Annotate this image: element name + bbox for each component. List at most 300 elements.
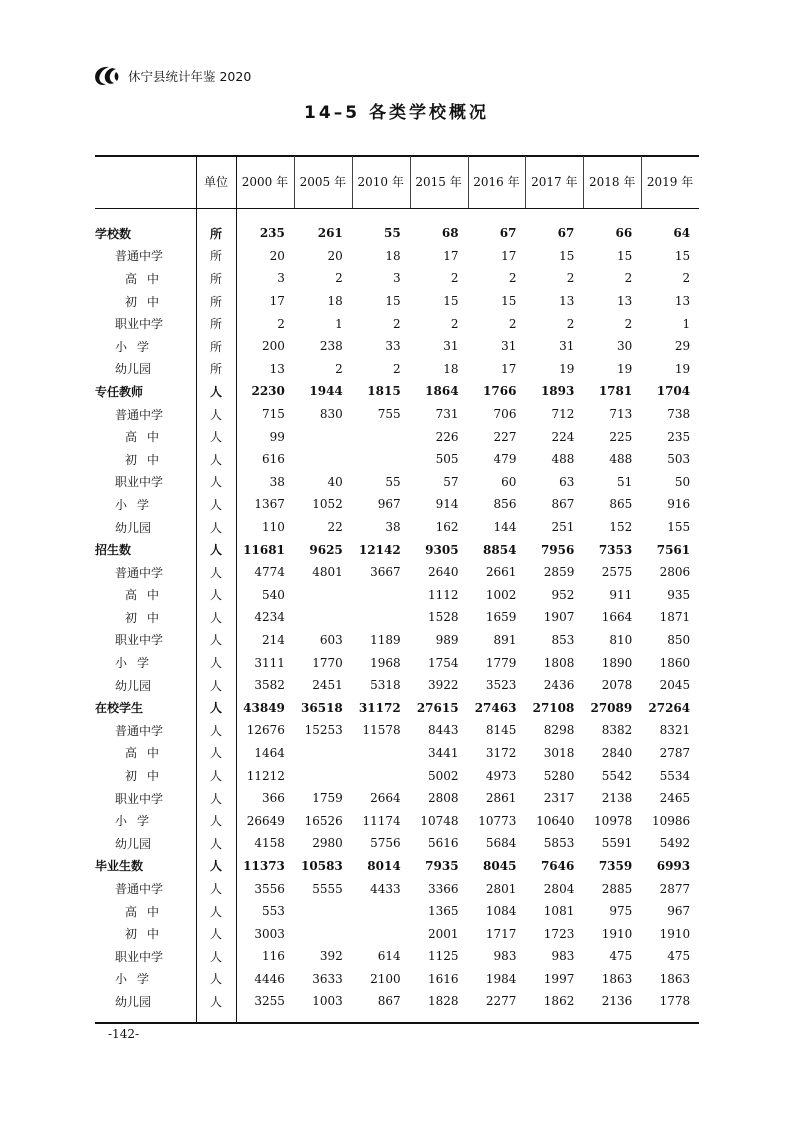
value-cell: 1704 [656,384,691,399]
value-cell: 1003 [312,994,343,1009]
value-cell: 540 [261,587,285,602]
value-cell: 1808 [543,655,575,670]
value-cell: 4973 [485,768,517,783]
value-cell: 2861 [485,791,517,806]
value-cell: 952 [551,587,575,602]
value-cell: 5002 [428,768,459,783]
table-row [95,809,699,832]
row-unit: 人 [209,746,222,761]
value-cell: 2001 [428,926,459,941]
value-cell: 27463 [474,700,517,715]
value-cell: 11174 [362,813,401,828]
value-cell: 475 [609,949,633,964]
value-cell: 6993 [656,858,691,873]
table-row [95,968,699,991]
row-unit: 人 [209,994,222,1009]
value-cell: 2 [624,316,633,331]
value-cell: 10773 [478,813,517,828]
table-row [95,448,699,471]
value-cell: 2877 [659,881,691,896]
value-cell: 1815 [367,384,401,399]
value-cell: 3255 [254,994,285,1009]
value-cell: 1997 [543,971,575,986]
row-unit: 所 [209,294,222,309]
table-row [95,312,699,335]
value-cell: 1002 [485,587,517,602]
value-cell: 2575 [601,565,633,580]
value-cell: 5542 [601,768,633,783]
value-cell [352,448,410,471]
row-unit: 所 [209,271,222,286]
row-label: 初中 [125,294,170,309]
row-unit: 人 [209,588,222,603]
value-cell: 2980 [312,836,343,851]
value-cell: 1828 [428,994,459,1009]
value-cell: 4801 [312,565,343,580]
value-cell: 3582 [254,678,285,693]
value-cell: 224 [551,429,575,444]
value-cell: 51 [616,474,633,489]
table-row [95,945,699,968]
value-cell: 11681 [243,542,285,557]
row-label: 学校数 [95,226,132,241]
table-row [95,267,699,290]
value-cell: 36518 [301,700,343,715]
value-cell: 15 [674,248,691,263]
value-cell: 17 [443,248,459,263]
value-cell: 19 [559,361,575,376]
value-cell: 11373 [243,858,285,873]
row-unit: 人 [209,814,222,829]
value-cell: 4774 [254,565,285,580]
value-cell: 755 [377,407,401,422]
value-cell: 850 [667,632,691,647]
value-cell: 152 [609,520,633,535]
value-cell: 1778 [659,994,691,1009]
value-cell: 64 [673,226,691,241]
value-cell [352,584,410,607]
table-row [95,493,699,516]
row-label: 初中 [125,769,170,784]
value-cell: 479 [493,452,517,467]
value-cell: 488 [551,452,575,467]
value-cell: 1871 [659,610,691,625]
page-header [92,64,251,88]
row-label: 高中 [125,588,170,603]
row-label: 职业中学 [115,317,164,332]
row-label: 小学 [115,339,160,354]
value-cell: 10978 [594,813,633,828]
value-cell: 57 [443,474,459,489]
value-cell: 2 [393,316,401,331]
value-cell: 911 [609,587,633,602]
value-cell: 8298 [543,723,575,738]
table-bottom-rule [95,1022,699,1024]
row-unit: 所 [209,339,222,354]
value-cell: 614 [377,949,401,964]
school-statistics-table [95,222,699,1013]
value-cell: 13 [674,294,691,309]
value-cell: 3 [393,271,401,286]
row-unit: 人 [209,701,222,716]
value-cell: 1112 [428,587,459,602]
value-cell: 11578 [362,723,401,738]
value-cell: 155 [667,520,691,535]
row-label: 职业中学 [115,475,164,490]
value-cell [294,448,352,471]
value-cell: 7646 [540,858,575,873]
value-cell: 856 [493,497,517,512]
value-cell: 8045 [483,858,517,873]
column-header-year: 2017 年 [531,175,578,189]
column-header-year: 2019 年 [646,175,694,189]
value-cell [294,764,352,787]
value-cell: 43849 [243,700,285,715]
value-cell: 55 [383,226,401,241]
value-cell: 11212 [246,768,285,783]
row-unit: 人 [209,949,222,964]
value-cell: 983 [551,949,575,964]
row-unit: 人 [209,882,222,897]
row-label: 普通中学 [115,565,164,580]
row-label: 职业中学 [115,949,164,964]
value-cell: 30 [616,339,633,354]
row-unit: 人 [209,520,222,535]
value-cell: 3172 [485,745,517,760]
value-cell: 5591 [601,836,633,851]
value-cell: 3633 [312,971,343,986]
value-cell: 12142 [358,542,401,557]
row-unit: 所 [209,317,222,332]
value-cell: 2808 [428,791,459,806]
value-cell: 67 [499,226,517,241]
value-cell: 200 [261,339,285,354]
value-cell: 13 [559,294,575,309]
value-cell: 3556 [254,881,285,896]
value-cell: 15253 [304,723,343,738]
value-cell: 2100 [370,971,401,986]
header-separator-rule [95,208,699,209]
value-cell: 12676 [246,723,285,738]
value-cell: 15 [501,294,517,309]
row-label: 普通中学 [115,723,164,738]
row-unit: 人 [209,430,222,445]
table-row [95,832,699,855]
book-title: 休宁县统计年鉴 2020 [128,69,252,84]
value-cell: 983 [493,949,517,964]
value-cell: 5280 [543,768,575,783]
row-label: 幼儿园 [115,994,152,1009]
value-cell: 1770 [312,655,343,670]
value-cell: 60 [501,474,517,489]
value-cell: 33 [385,339,401,354]
row-label: 招生数 [95,543,132,558]
row-label: 普通中学 [115,882,164,897]
value-cell: 5853 [543,836,575,851]
value-cell: 914 [435,497,459,512]
value-cell: 226 [435,429,459,444]
row-label: 高中 [125,430,170,445]
value-cell: 1759 [312,791,343,806]
yearbook-logo-icon [92,65,122,87]
value-cell [294,425,352,448]
row-label: 高中 [125,904,170,919]
value-cell: 5616 [428,836,459,851]
row-label: 初中 [125,927,170,942]
table-row [95,922,699,945]
value-cell: 26649 [246,813,285,828]
table-row [95,471,699,494]
value-cell [352,922,410,945]
row-label: 高中 [125,746,170,761]
table-row [95,877,699,900]
value-cell: 2 [508,316,517,331]
value-cell: 4433 [370,881,401,896]
value-cell: 989 [435,632,459,647]
value-cell: 1910 [659,926,691,941]
table-title: 14–5 各类学校概况 [304,103,489,123]
value-cell: 2 [277,316,285,331]
value-cell: 1968 [370,655,401,670]
value-cell: 261 [317,226,343,241]
row-unit: 人 [209,972,222,987]
column-header-unit: 单位 [203,175,228,189]
value-cell: 1081 [543,904,575,919]
value-cell: 2 [566,316,575,331]
value-cell [294,900,352,923]
value-cell: 2 [566,271,575,286]
value-cell: 1893 [540,384,575,399]
value-cell: 1528 [428,610,459,625]
value-cell: 8854 [483,542,517,557]
row-label: 小学 [115,814,160,829]
value-cell: 7561 [656,542,691,557]
value-cell: 2 [393,361,401,376]
table-row [95,651,699,674]
value-cell: 214 [261,632,285,647]
value-cell: 603 [319,632,343,647]
value-cell: 867 [551,497,575,512]
value-cell: 9625 [309,542,343,557]
value-cell: 1754 [428,655,459,670]
value-cell: 18 [327,294,343,309]
row-label: 幼儿园 [115,678,152,693]
value-cell: 2840 [601,745,633,760]
value-cell: 4446 [254,971,285,986]
value-cell: 67 [557,226,575,241]
row-label: 在校学生 [95,701,144,716]
value-cell: 2451 [312,678,343,693]
row-unit: 所 [209,249,222,264]
value-cell: 17 [269,294,285,309]
value-cell: 18 [385,248,401,263]
value-cell: 505 [435,452,459,467]
table-row [95,290,699,313]
value-cell [294,922,352,945]
value-cell: 38 [269,474,285,489]
value-cell: 15 [616,248,633,263]
value-cell: 2 [624,271,633,286]
value-cell: 2436 [543,678,575,693]
value-cell: 68 [441,226,459,241]
value-cell: 225 [609,429,633,444]
value-cell: 1616 [428,971,459,986]
row-unit: 人 [209,723,222,738]
value-cell: 392 [319,949,343,964]
table-section-row [95,855,699,878]
table-section-row [95,380,699,403]
row-unit: 人 [209,656,222,671]
table-row [95,358,699,381]
value-cell: 22 [327,520,343,535]
value-cell: 18 [443,361,459,376]
value-cell: 1890 [601,655,633,670]
column-header-year: 2005 年 [299,175,346,189]
row-label: 幼儿园 [115,520,152,535]
value-cell: 238 [319,339,343,354]
value-cell: 2465 [659,791,691,806]
value-cell: 1781 [598,384,633,399]
value-cell: 144 [493,520,517,535]
table-row [95,584,699,607]
value-cell: 475 [667,949,691,964]
value-cell: 162 [435,520,459,535]
value-cell: 55 [385,474,401,489]
value-cell [294,606,352,629]
value-cell: 1125 [428,949,459,964]
value-cell: 1084 [485,904,517,919]
value-cell: 366 [261,791,285,806]
value-cell: 1863 [601,971,633,986]
value-cell: 27108 [532,700,575,715]
value-cell: 251 [551,520,575,535]
value-cell: 1052 [312,497,343,512]
column-header-year: 2016 年 [473,175,520,189]
value-cell: 3111 [254,655,285,670]
value-cell: 1659 [485,610,517,625]
value-cell: 8145 [485,723,517,738]
row-label: 职业中学 [115,791,164,806]
value-cell: 2806 [659,565,691,580]
value-cell: 1766 [483,384,517,399]
value-cell: 15 [559,248,575,263]
value-cell: 1 [335,316,343,331]
value-cell [352,900,410,923]
value-cell: 3 [277,271,285,286]
value-cell: 553 [261,904,285,919]
value-cell: 1860 [659,655,691,670]
value-cell: 16526 [304,813,343,828]
value-cell: 5534 [659,768,691,783]
value-cell: 488 [609,452,633,467]
row-unit: 人 [209,497,222,512]
value-cell: 2 [508,271,517,286]
table-row [95,629,699,652]
value-cell: 1907 [543,610,575,625]
value-cell: 2664 [370,791,401,806]
value-cell: 8443 [428,723,459,738]
value-cell: 2804 [543,881,575,896]
value-cell: 891 [493,632,517,647]
row-unit: 人 [209,791,222,806]
value-cell: 1367 [254,497,285,512]
row-unit: 人 [209,769,222,784]
value-cell: 2045 [659,678,691,693]
value-cell: 50 [674,474,691,489]
value-cell: 5318 [370,678,401,693]
row-unit: 人 [209,543,222,558]
value-cell: 2138 [601,791,633,806]
value-cell: 1944 [309,384,343,399]
value-cell: 3018 [543,745,575,760]
value-cell: 5684 [485,836,517,851]
value-cell: 116 [261,949,285,964]
value-cell: 616 [261,452,285,467]
value-cell: 7353 [598,542,633,557]
value-cell: 10748 [420,813,459,828]
row-label: 毕业生数 [95,859,144,874]
column-header-year: 2018 年 [589,175,636,189]
value-cell: 1664 [601,610,633,625]
value-cell: 3003 [254,926,285,941]
value-cell: 9305 [425,542,459,557]
value-cell: 13 [269,361,285,376]
value-cell: 1717 [485,926,517,941]
row-label: 普通中学 [115,407,164,422]
row-unit: 人 [209,452,222,467]
value-cell: 2859 [543,565,575,580]
row-unit: 人 [209,678,222,693]
value-cell: 20 [269,248,285,263]
value-cell: 2640 [428,565,459,580]
value-cell: 2801 [485,881,517,896]
value-cell: 1464 [254,745,285,760]
value-cell: 2 [682,271,691,286]
value-cell: 2277 [485,994,517,1009]
value-cell: 10986 [651,813,691,828]
table-row [95,425,699,448]
value-cell: 731 [435,407,459,422]
value-cell: 2 [335,271,343,286]
value-cell: 2 [335,361,343,376]
value-cell [352,742,410,765]
column-header-year: 2015 年 [415,175,462,189]
value-cell [294,742,352,765]
value-cell: 10640 [536,813,575,828]
row-label: 小学 [115,972,160,987]
value-cell: 99 [269,429,285,444]
row-unit: 人 [209,610,222,625]
row-label: 初中 [125,610,170,625]
value-cell: 20 [327,248,343,263]
value-cell: 38 [385,520,401,535]
table-row [95,990,699,1013]
value-cell: 1365 [428,904,459,919]
value-cell: 865 [609,497,633,512]
value-cell: 1984 [485,971,517,986]
value-cell: 1723 [543,926,575,941]
row-unit: 人 [209,565,222,580]
table-row [95,764,699,787]
value-cell: 4158 [254,836,285,851]
table-section-row [95,222,699,245]
row-unit: 人 [209,904,222,919]
value-cell: 7956 [540,542,575,557]
value-cell: 3922 [428,678,459,693]
value-cell: 935 [667,587,691,602]
value-cell: 19 [674,361,691,376]
page-number: -142- [108,1027,140,1041]
